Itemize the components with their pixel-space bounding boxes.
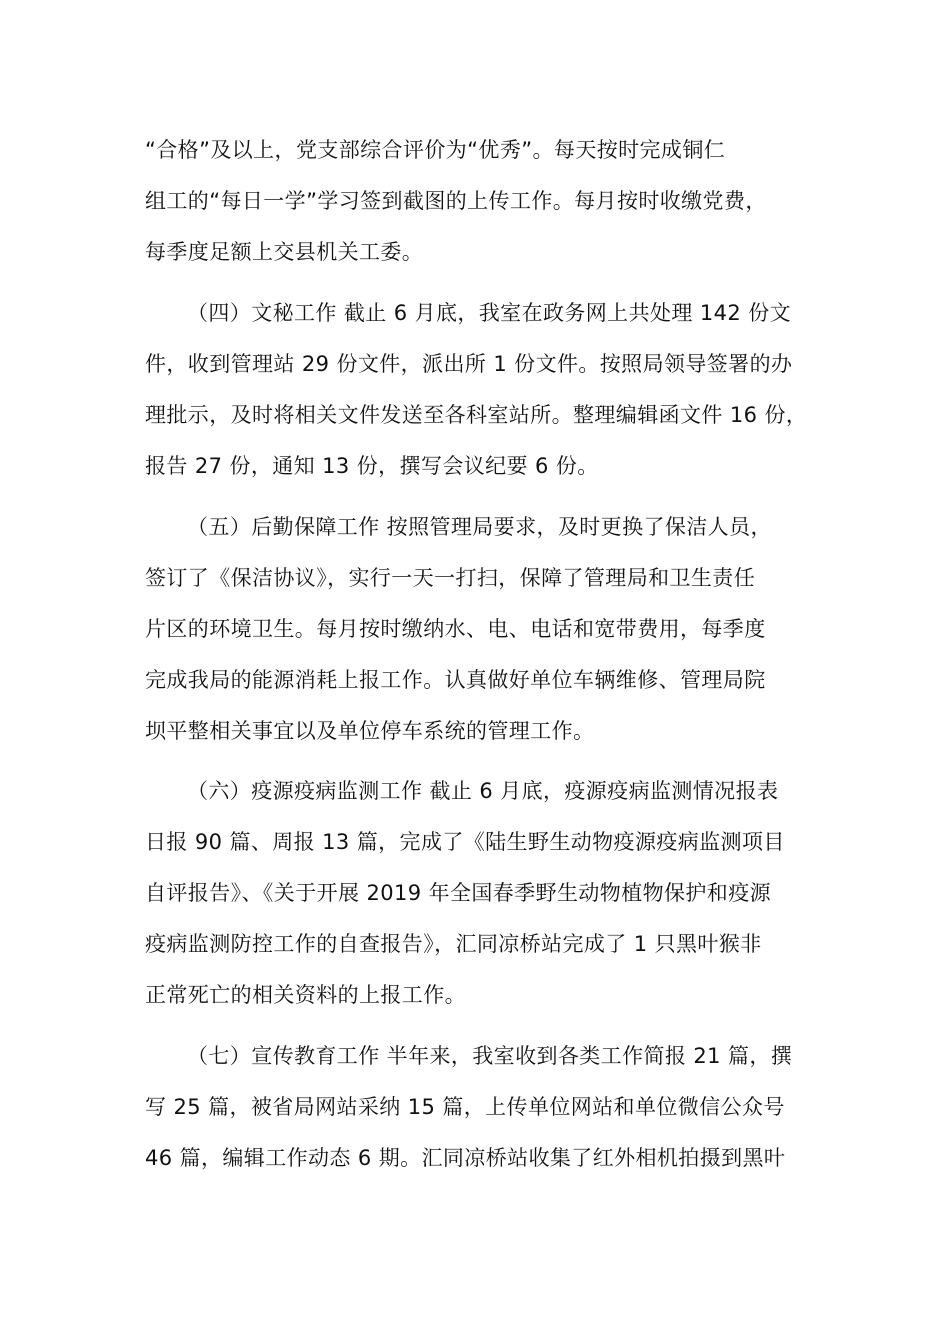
text-line: 疫病监测防控工作的自查报告》，汇同凉桥站完成了 1 只黑叶猴非 [145, 932, 762, 956]
text-line: 自评报告》、《关于开展 2019 年全国春季野生动物植物保护和疫源 [145, 881, 771, 905]
text-line: 件，收到管理站 29 份文件，派出所 1 份文件。按照局领导签署的办 [145, 352, 793, 376]
text-line: 写 25 篇，被省局网站采纳 15 篇，上传单位网站和单位微信公众号 [145, 1095, 785, 1119]
text-line: 46 篇，编辑工作动态 6 期。汇同凉桥站收集了红外相机拍摄到黑叶 [145, 1146, 786, 1170]
section-5-heading-line: （五）后勤保障工作 按照管理局要求，及时更换了保洁人员， [187, 515, 772, 539]
text-line: 片区的环境卫生。每月按时缴纳水、电、电话和宽带费用，每季度 [145, 617, 766, 641]
section-4-heading-line: （四）文秘工作 截止 6 月底，我室在政务网上共处理 142 份文 [187, 301, 792, 325]
text-line: 正常死亡的相关资料的上报工作。 [145, 983, 466, 1007]
text-line: 日报 90 篇、周报 13 篇，完成了《陆生野生动物疫源疫病监测项目 [145, 830, 785, 854]
text-line: 理批示，及时将相关文件发送至各科室站所。整理编辑函文件 16 份， [145, 403, 808, 427]
text-line: 组工的“每日一学”学习签到截图的上传工作。每月按时收缴党费， [145, 189, 767, 213]
text-line: 每季度足额上交县机关工委。 [145, 240, 424, 264]
section-6-heading-line: （六）疫源疫病监测工作 截止 6 月底，疫源疫病监测情况报表 [187, 779, 779, 803]
text-line: 坝平整相关事宜以及单位停车系统的管理工作。 [145, 719, 595, 743]
text-line: 完成我局的能源消耗上报工作。认真做好单位车辆维修、管理局院 [145, 668, 766, 692]
text-line: 报告 27 份，通知 13 份，撰写会议纪要 6 份。 [145, 454, 599, 478]
text-line: “合格”及以上，党支部综合评价为“优秀”。每天按时完成铜仁 [145, 138, 726, 162]
section-7-heading-line: （七）宣传教育工作 半年来，我室收到各类工作简报 21 篇，撰 [187, 1044, 793, 1068]
text-line: 签订了《保洁协议》，实行一天一打扫，保障了管理局和卫生责任 [145, 566, 756, 590]
